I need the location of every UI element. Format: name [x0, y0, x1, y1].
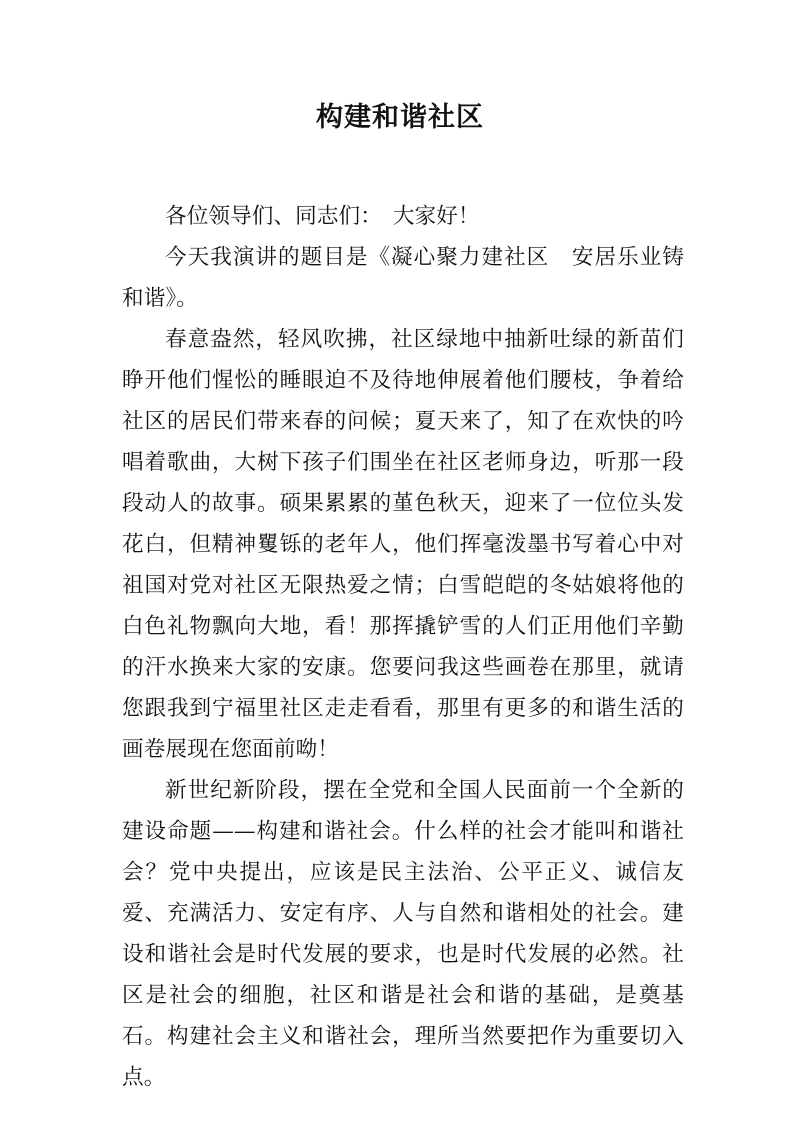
page-title: 构建和谐社区 — [316, 102, 484, 133]
paragraph-topic: 今天我演讲的题目是《凝心聚力建社区 安居乐业铸和谐》。 — [122, 245, 684, 311]
paragraph-greeting: 各位领导们、同志们： 大家好！ — [165, 204, 480, 229]
paragraph-harmonious-society: 新世纪新阶段，摆在全党和全国人民面前一个全新的建设命题——构建和谐社会。什么样的社会才能叫和谐社会？党中央提出，应该是民主法治、公平正义、诚信友爱、充满活力、安定有序、人与自然和谐相处的社会。建设和谐社会是时代发展的要求，也是时代发展的必然。社区是社会的细胞，社区和谐是社会和谐的基础，是奠基石。构建社会主义和谐社会，理所当然要把作为重要切入点。 — [122, 778, 684, 1090]
paragraph-seasons: 春意盎然，轻风吹拂，社区绿地中抽新吐绿的新苗们睁开他们惺忪的睡眼迫不及待地伸展着他们腰枝，争着给社区的居民们带来春的问候；夏天来了，知了在欢快的吟唱着歌曲，大树下孩子们围坐在社区老师身边，听那一段段动人的故事。硕果累累的堇色秋天，迎来了一位位头发花白，但精神矍铄的老年人，他们挥毫泼墨书写着心中对祖国对党对社区无限热爱之情；白雪皑皑的冬姑娘将他的白色礼物飘向大地，看！那挥撬铲雪的人们正用他们辛勤的汗水换来大家的安康。您要问我这些画卷在那里，就请您跟我到宁福里社区走走看看，那里有更多的和谐生活的画卷展现在您面前呦！ — [122, 327, 684, 762]
speech-body — [122, 196, 684, 1098]
